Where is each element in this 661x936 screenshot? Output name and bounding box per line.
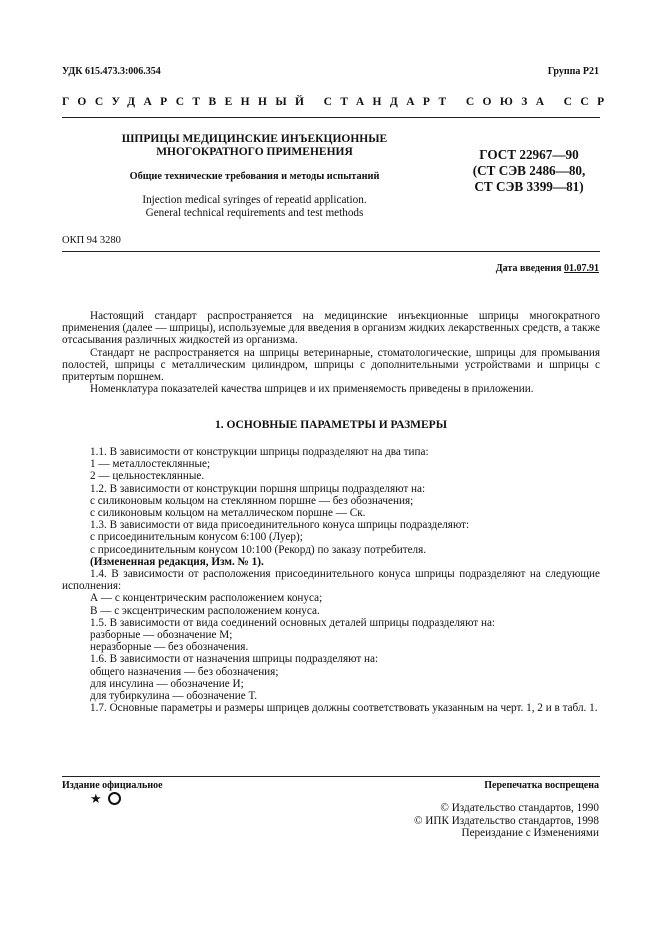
version-b: В — с эксцентрическим расположением конуса.: [90, 604, 320, 617]
okp-code: ОКП 94 3280: [62, 235, 121, 246]
purpose-insulin: для инсулина — обозначение И;: [90, 677, 244, 690]
cmea-ref-1: (СТ СЭВ 2486—80,: [472, 163, 586, 178]
section-1-heading: 1. ОСНОВНЫЕ ПАРАМЕТРЫ И РАЗМЕРЫ: [214, 419, 448, 431]
clause-1-1: 1.1. В зависимости от конструкции шприцы подразделяют на два типа:: [90, 446, 429, 458]
cone-option-luer: с присоединительным конусом 6:100 (Луер);: [90, 531, 303, 544]
intro-date: [496, 263, 599, 274]
intro-paragraph-scope: Настоящий стандарт распространяется на медицинские инъекционные шприцы многократного применения (далее — шприцы), используемые для введения в организм жидких лекарственных средств, а также отсасывания различных жидкостей из организма.: [62, 310, 600, 347]
subtitle-en-line-1: Injection medical syringes of repeatid application.: [142, 194, 367, 206]
header-rule: [62, 117, 600, 118]
piston-option-glass: с силиконовым кольцом на стеклянном поршне — без обозначения;: [90, 494, 414, 507]
title-line-2: МНОГОКРАТНОГО ПРИМЕНЕНИЯ: [156, 146, 353, 158]
purpose-general: общего назначения — без обозначения;: [90, 665, 279, 678]
clause-1-5: 1.5. В зависимости от вида соединений основных деталей шприцы подразделяют на:: [90, 616, 496, 629]
clause-1-2: 1.2. В зависимости от конструкции поршня шприцы подразделяют на:: [90, 482, 426, 495]
intro-text: [62, 310, 600, 395]
intro-paragraph-exclusions: Стандарт не распространяется на шприцы ветеринарные, стоматологические, шприцы для промывания полостей, шприцы с металлическим цилиндром, шприцы с дополнительными устройствами и шприцы с притертым поршнем.: [62, 346, 600, 384]
subtitle-ru: Общие технические требования и методы испытаний: [129, 171, 380, 182]
official-edition: Издание официальное: [62, 780, 163, 791]
intro-date-value: 01.07.91: [564, 263, 599, 274]
subtitle-en-line-2: General technical requirements and test methods: [145, 207, 364, 219]
title-rule: [62, 251, 600, 252]
udk-code: УДК 615.473.3:006.354: [62, 66, 161, 77]
purpose-tuberculin: для тубиркулина — обозначение Т.: [90, 690, 258, 703]
intro-paragraph-nomenclature: Номенклатура показателей качества шприцев и их применяемость приведены в приложении.: [90, 383, 534, 396]
piston-option-metal: с силиконовым кольцом на металлическом поршне — Ск.: [90, 507, 366, 520]
connection-fixed: неразборные — без обозначения.: [90, 641, 249, 654]
ring-icon: [108, 792, 121, 805]
star-icon: ★: [90, 791, 102, 806]
clause-1-3: 1.3. В зависимости от вида присоединительного конуса шприцы подразделяют:: [90, 519, 470, 532]
type-1: 1 — металлостеклянные;: [90, 458, 211, 471]
copyright-1990: © Издательство стандартов, 1990: [440, 802, 599, 814]
intro-date-label: Дата введения: [495, 263, 562, 274]
version-a: А — с концентрическим расположением конуса;: [90, 592, 323, 605]
copyright-1998: © ИПК Издательство стандартов, 1998: [413, 814, 599, 827]
cmea-ref-2: СТ СЭВ 3399—81): [474, 179, 584, 194]
clause-1-4: 1.4. В зависимости от расположения присоединительного конуса шприцы подразделяют на следующие исполнения:: [62, 568, 600, 593]
reprint-prohibited: Перепечатка воспрещена: [484, 780, 599, 791]
footer-rule: [62, 776, 600, 777]
copyright-block: [414, 802, 599, 840]
group-code: Группа Р21: [547, 66, 599, 77]
standard-banner: ГОСУДАРСТВЕННЫЙ СТАНДАРТ СОЮЗА ССР: [62, 96, 613, 108]
amendment-note: (Измененная редакция, Изм. № 1).: [90, 555, 264, 568]
type-2: 2 — цельностеклянные.: [90, 470, 205, 483]
clause-1-7: 1.7. Основные параметры и размеры шприцев должны соответствовать указанным на черт. 1, 2 и в табл. 1.: [90, 702, 598, 715]
title-block: [62, 133, 447, 159]
reissue-note: Переиздание с Изменениями: [461, 827, 599, 839]
gost-number: ГОСТ 22967—90: [479, 147, 579, 162]
publisher-emblem: [90, 791, 121, 807]
cone-option-record: с присоединительным конусом 10:100 (Рекорд) по заказу потребителя.: [90, 543, 427, 556]
gost-designation: [458, 147, 600, 195]
clause-1-6: 1.6. В зависимости от назначения шприцы подразделяют на:: [90, 653, 379, 666]
section-1-body: [62, 446, 600, 714]
title-line-1: ШПРИЦЫ МЕДИЦИНСКИЕ ИНЪЕКЦИОННЫЕ: [121, 133, 388, 145]
subtitle-en: [62, 194, 447, 220]
connection-detachable: разборные — обозначение М;: [90, 629, 233, 642]
